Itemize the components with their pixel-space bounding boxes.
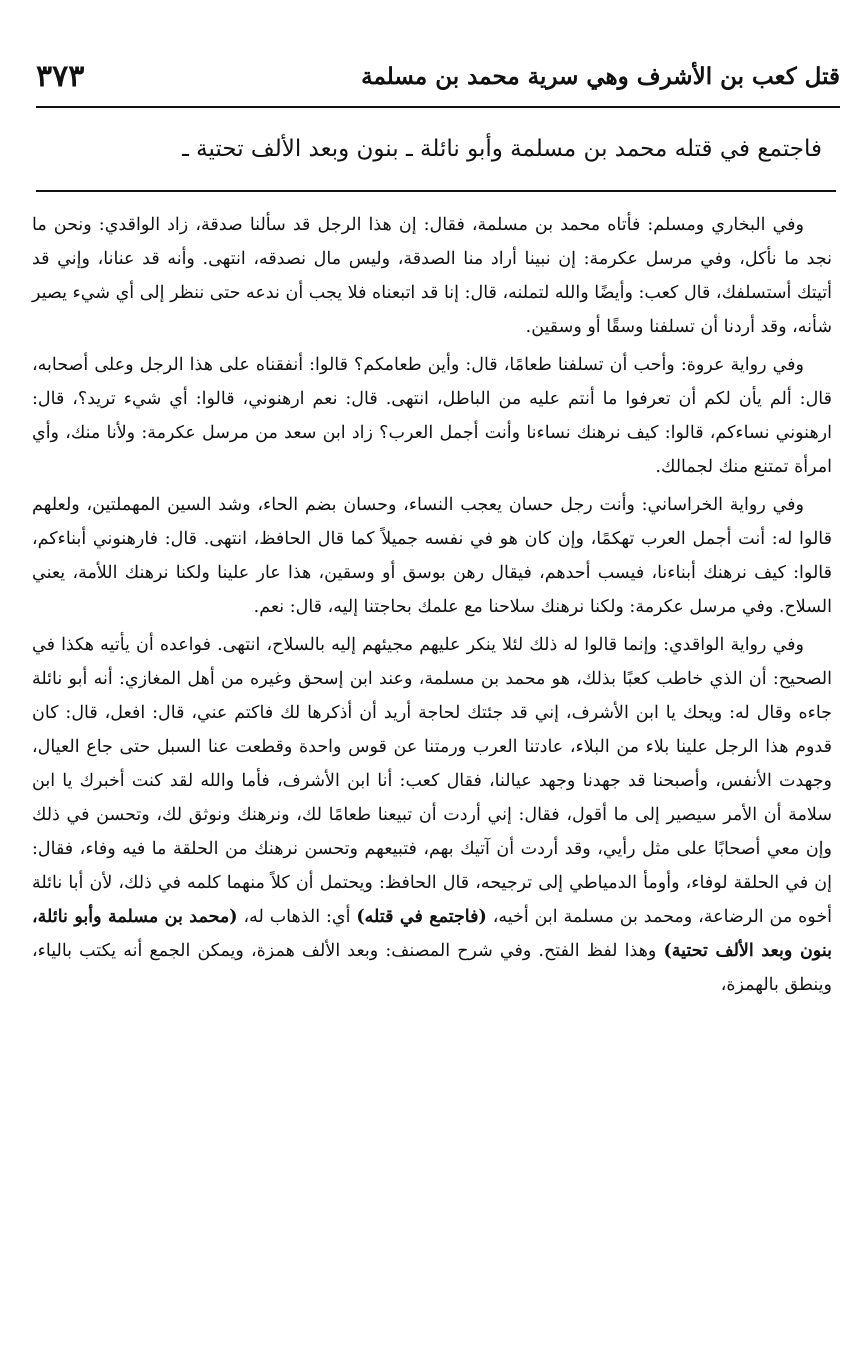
- page-number: ٣٧٣: [36, 58, 85, 94]
- commentary: [32, 208, 832, 1002]
- commentary-paragraph-text: وفي رواية الواقدي: وإنما قالوا له ذلك لئلا ينكر عليهم مجيئهم إليه بالسلاح، انتهى. فواعده أن يأتيه هكذا في الصحيح: أن الذي خاطب كعبًا بذلك، هو محمد بن مسلمة، وعند ابن إسحق وغيره من أهل المغازي: أنه أبو نائلة جاءه وقال له: ويحك يا ابن الأشرف، إني قد جئتك لحاجة أريد أن أذكرها لك فاكتم عني، قال: افعل، قال: كان قدوم هذا الرجل علينا بلاء من البلاء، عادتنا العرب ورمتنا عن قوس واحدة وقطعت عنا السبل حتى جاع العيال، وجهدت الأنفس، وأصبحنا قد جهدنا وجهد عيالنا، فقال كعب: أنا ابن الأشرف، فأما والله لقد كنت أخبرك يا ابن سلامة أن الأمر سيصير إلى ما أقول، فقال: إني أردت أن تبيعنا طعامًا لك، ونرهنك ونوثق لك، وتحسن في ذلك وإن معي أصحابًا على مثل رأيي، وقد أردت أن آتيك بهم، فتبيعهم وتحسن نرهنك من الحلقة ما فيه وفاء، فقال: إن في الحلقة لوفاء، وأومأ الدمياطي إلى ترجيحه، قال الحافظ: ويحتمل أن كلاً منهما كلمه في ذلك، لأن أبا نائلة أخوه من الرضاعة، ومحمد بن مسلمة ابن أخيه،: [32, 635, 833, 927]
- commentary-paragraph: وفي رواية عروة: وأحب أن تسلفنا طعامًا، قال: وأين طعامكم؟ قالوا: أنفقناه على هذا الرجل وعلى أصحابه، قال: ألم يأن لكم أن تعرفوا ما أنتم عليه من الباطل، انتهى. قال: نعم ارهنوني، قالوا: أي شيء تريد؟، قال: ارهنوني نساءكم، قالوا: كيف نرهنك نساءنا وأنت أجمل العرب؟ زاد ابن سعد من مرسل عكرمة: ولأنا منك، وأي امرأة تمتنع منك لجمالك.: [32, 355, 832, 477]
- running-title: قتل كعب بن الأشرف وهي سرية محمد بن مسلمة: [361, 62, 840, 90]
- matn-text: فاجتمع في قتله محمد بن مسلمة وأبو نائلة ـ بنون وبعد الألف تحتية ـ: [182, 136, 822, 162]
- quoted-matn: (فاجتمع في قتله): [356, 907, 487, 927]
- commentary-text: أي: الذهاب له،: [237, 907, 357, 927]
- commentary-paragraph: وفي رواية الخراساني: وأنت رجل حسان يعجب النساء، وحسان بضم الحاء، وشد السين المهملتين، ولعلهم قالوا له: أنت أجمل العرب تهكمًا، وإن كان هو في نفسه جميلاً كما قال الحافظ، انتهى. قال: فارهنوني أبناءكم، قالوا: كيف نرهنك أبناءنا، فيسب أحدهم، فيقال رهن بوسق أو وسقين، هذا عار علينا ولكنا نرهنك اللأمة، يعني السلاح. وفي مرسل عكرمة: ولكنا نرهنك سلاحنا مع علمك بحاجتنا إليه، قال: نعم.: [32, 495, 832, 617]
- commentary-paragraph: [32, 628, 832, 1002]
- quoted-matn: (محمد بن مسلمة وأبو نائلة، بنون وبعد الألف تحتية): [32, 907, 832, 961]
- commentary-text: وهذا لفظ الفتح. وفي شرح المصنف: وبعد الألف همزة، ويمكن الجمع أنه يكتب بالياء، وينطق بالهمزة،: [32, 941, 832, 995]
- commentary-paragraph: وفي البخاري ومسلم: فأتاه محمد بن مسلمة، فقال: إن هذا الرجل قد سألنا صدقة، زاد الواقدي: ونحن ما نجد ما نأكل، وفي مرسل عكرمة: إن نبينا أراد منا الصدقة، وليس مال نصدقه، انتهى. وأنه قد عنانا، وإني قد أتيتك أستسلفك، قال كعب: وأيضًا والله لتملنه، قال: إنا قد اتبعناه فلا يجب أن ندعه حتى ننظر إلى أي شيء يصير شأنه، وقد أردنا أن تسلفنا وسقًا أو وسقين.: [32, 215, 832, 337]
- separator-rule: [36, 190, 836, 192]
- page-header: [36, 46, 840, 108]
